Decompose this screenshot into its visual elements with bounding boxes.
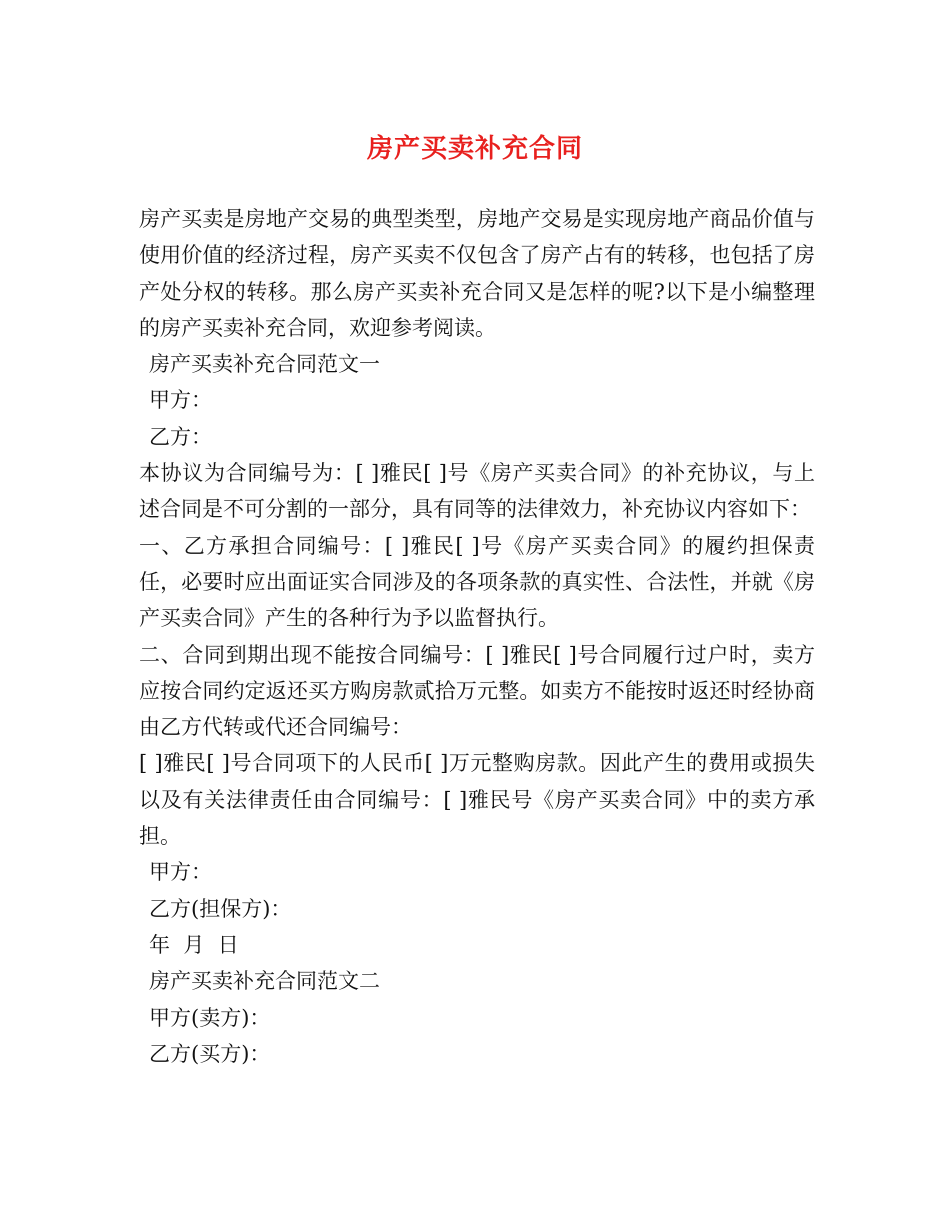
agreement-paragraph: 本协议为合同编号为：[ ]雅民[ ]号《房产买卖合同》的补充协议，与上述合同是不可分割的一部分，具有同等的法律效力，补充协议内容如下： — [139, 461, 815, 522]
document-body — [139, 201, 815, 1072]
signature-party-b-guarantor: 乙方(担保方)： — [149, 896, 292, 921]
signature-party-a: 甲方： — [149, 860, 212, 885]
party-b-buyer-line: 乙方(买方)： — [149, 1041, 271, 1066]
clause-two-paragraph: 二、合同到期出现不能按合同编号：[ ]雅民[ ]号合同履行过户时，卖方应按合同约定返还买方购房款贰拾万元整。如卖方不能按时返还时经协商由乙方代转或代还合同编号： — [139, 642, 815, 740]
signature-date: 年 月 日 — [149, 932, 239, 957]
party-a-seller-line: 甲方(卖方)： — [149, 1005, 271, 1030]
intro-paragraph: 房产买卖是房地产交易的典型类型，房地产交易是实现房地产商品价值与使用价值的经济过程，房产买卖不仅包含了房产占有的转移，也包括了房产处分权的转移。那么房产买卖补充合同又是怎样的呢?以下是小编整理的房产买卖补充合同，欢迎参考阅读。 — [139, 207, 815, 340]
document-title: 房产买卖补充合同 — [366, 134, 583, 164]
clause-one-paragraph: 一、乙方承担合同编号：[ ]雅民[ ]号《房产买卖合同》的履约担保责任，必要时应出面证实合同涉及的各项条款的真实性、合法性，并就《房产买卖合同》产生的各种行为予以监督执行。 — [139, 533, 815, 631]
clause-two-continuation: [ ]雅民[ ]号合同项下的人民币[ ]万元整购房款。因此产生的费用或损失以及有关法律责任由合同编号：[ ]雅民号《房产买卖合同》中的卖方承担。 — [139, 751, 815, 849]
section-heading-sample-two: 房产买卖补充合同范文二 — [149, 969, 380, 994]
section-heading-sample-one: 房产买卖补充合同范文一 — [149, 352, 380, 377]
party-b-line: 乙方： — [149, 424, 212, 449]
party-a-line: 甲方： — [149, 388, 212, 413]
